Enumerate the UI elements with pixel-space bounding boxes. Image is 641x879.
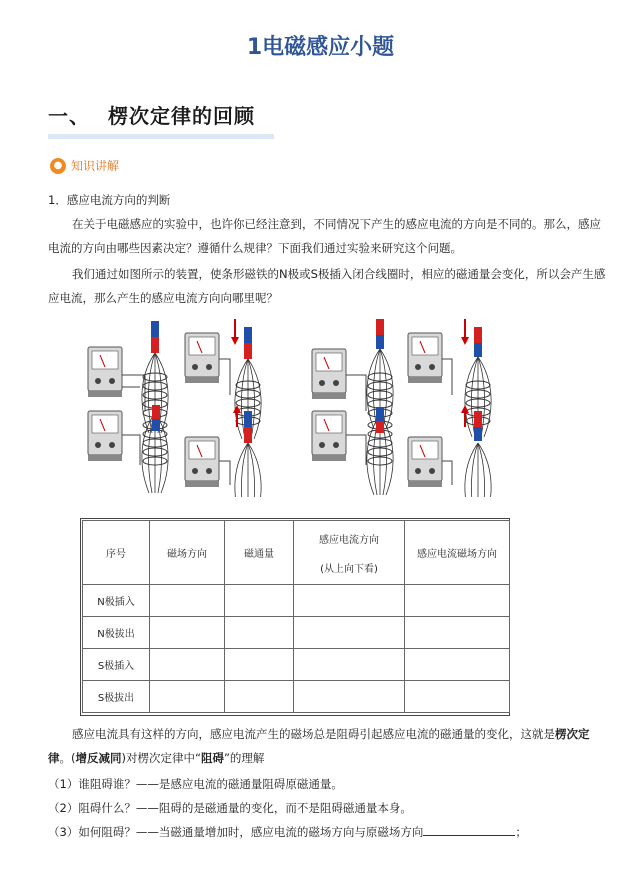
table-cell — [294, 617, 405, 649]
p3-bold-hinder: 阻碍 — [200, 751, 224, 765]
table-cell — [294, 649, 405, 681]
table-cell — [405, 585, 510, 617]
row-label: N极插入 — [83, 585, 150, 617]
p3-bold-law: 楞次定律 — [48, 727, 590, 765]
header-field-direction: 磁场方向 — [150, 521, 225, 585]
experiment-figure — [80, 315, 540, 497]
list-item-3-end: ； — [515, 825, 527, 839]
list-item-3-text: （3）如何阻碍？——当磁通量增加时，感应电流的磁场方向与原磁场方向 — [48, 825, 424, 839]
row-label: S极拔出 — [83, 681, 150, 713]
table-cell — [150, 649, 225, 681]
p3-bold-rule: 增反减同 — [75, 751, 122, 765]
table-header-row — [83, 521, 510, 585]
table-row — [83, 585, 510, 617]
section-title: 楞次定律的回顾 — [107, 104, 255, 128]
table-cell — [405, 681, 510, 713]
table-cell — [150, 585, 225, 617]
experiment-table — [82, 520, 510, 713]
p3-text-d: ”的理解 — [223, 751, 265, 765]
table-cell — [405, 617, 510, 649]
p3-text-c: )对楞次定律中“ — [121, 751, 201, 765]
knowledge-header — [50, 157, 119, 174]
paragraph-2: 我们通过如图所示的装置，使条形磁铁的N极或S极插入闭合线圈时，相应的磁通量会变化，所以会产生感应电流，那么产生的感应电流方向向哪里呢？ — [48, 267, 606, 305]
row-label: S极插入 — [83, 649, 150, 681]
page-title: 1电磁感应小题 — [246, 35, 395, 60]
table-cell — [294, 585, 405, 617]
list-item-1: （1）谁阻碍谁？——是感应电流的磁通量阻碍原磁通量。 — [48, 777, 343, 791]
section-heading — [48, 100, 255, 129]
p3-text-b: 。( — [59, 751, 76, 765]
header-current-direction-line1: 感应电流方向 — [319, 534, 379, 546]
list-item-3 — [48, 820, 527, 844]
table-cell — [294, 681, 405, 713]
topic-line: 1．感应电流方向的判断 — [48, 193, 171, 207]
paragraph-1: 在关于电磁感应的实验中，也许你已经注意到，不同情况下产生的感应电流的方向是不同的。那么，感应电流的方向由哪些因素决定？遵循什么规律？下面我们通过实验来研究这个问题。 — [48, 217, 601, 255]
paragraph-3 — [48, 722, 608, 770]
table-cell — [405, 649, 510, 681]
table-cell — [225, 617, 294, 649]
lightbulb-icon: ● — [50, 158, 66, 174]
row-label: N极拔出 — [83, 617, 150, 649]
section-underline — [48, 134, 274, 139]
table-cell — [150, 681, 225, 713]
header-current-direction-line2: (从上向下看) — [320, 563, 378, 575]
table-cell — [225, 585, 294, 617]
table-cell — [225, 681, 294, 713]
table-row — [83, 617, 510, 649]
p3-text-a: 感应电流具有这样的方向，感应电流产生的磁场总是阻碍引起感应电流的磁通量的变化，这就是 — [72, 727, 555, 741]
answer-blank[interactable] — [423, 823, 515, 836]
list-item-2: （2）阻碍什么？——阻碍的是磁通量的变化，而不是阻碍磁通量本身。 — [48, 801, 412, 815]
table-cell — [225, 649, 294, 681]
header-current-direction — [294, 521, 405, 585]
table-row — [83, 649, 510, 681]
section-number: 一、 — [48, 104, 90, 128]
table-row — [83, 681, 510, 713]
header-index: 序号 — [83, 521, 150, 585]
header-flux: 磁通量 — [225, 521, 294, 585]
header-induced-field-direction: 感应电流磁场方向 — [405, 521, 510, 585]
table-cell — [150, 617, 225, 649]
knowledge-label: 知识讲解 — [71, 159, 120, 173]
